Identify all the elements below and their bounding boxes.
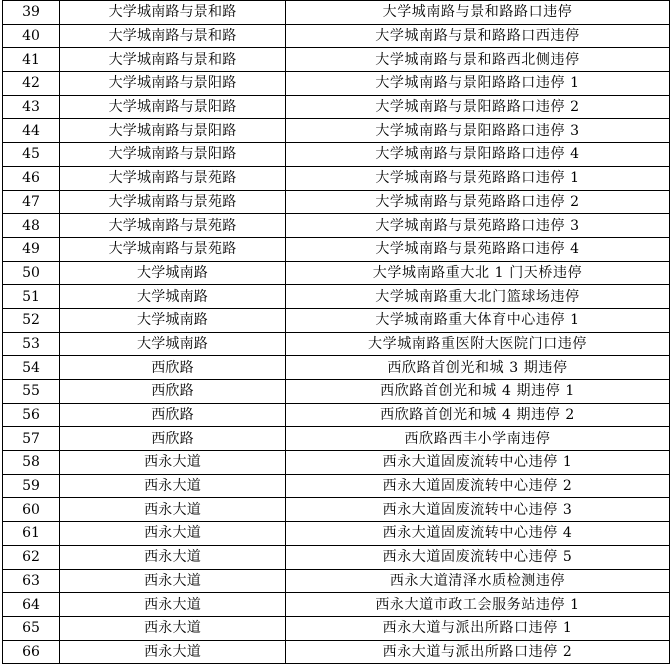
table-row xyxy=(3,143,670,167)
road-name-cell: 大学城南路 xyxy=(60,261,286,285)
row-number-cell: 51 xyxy=(3,285,60,309)
location-cell: 西永大道清泽水质检测违停 xyxy=(286,569,670,593)
road-name-cell: 西永大道 xyxy=(60,616,286,640)
row-number-cell: 46 xyxy=(3,166,60,190)
location-cell: 西永大道与派出所路口违停 2 xyxy=(286,640,670,664)
table-row xyxy=(3,356,670,380)
location-cell: 大学城南路重大体育中心违停 1 xyxy=(286,308,670,332)
location-cell: 西永大道市政工会服务站违停 1 xyxy=(286,593,670,617)
road-name-cell: 大学城南路与景阳路 xyxy=(60,72,286,96)
road-name-cell: 西永大道 xyxy=(60,498,286,522)
row-number-cell: 40 xyxy=(3,24,60,48)
road-name-cell: 西永大道 xyxy=(60,569,286,593)
row-number-cell: 45 xyxy=(3,143,60,167)
table-row xyxy=(3,522,670,546)
table-row xyxy=(3,308,670,332)
location-cell: 西永大道固废流转中心违停 5 xyxy=(286,545,670,569)
table-row xyxy=(3,403,670,427)
location-cell: 西永大道与派出所路口违停 1 xyxy=(286,616,670,640)
location-cell: 西永大道固废流转中心违停 2 xyxy=(286,474,670,498)
row-number-cell: 47 xyxy=(3,190,60,214)
location-cell: 大学城南路与景和路路口西违停 xyxy=(286,24,670,48)
table-row xyxy=(3,451,670,475)
location-cell: 大学城南路重医附大医院门口违停 xyxy=(286,332,670,356)
location-cell: 大学城南路与景阳路路口违停 3 xyxy=(286,119,670,143)
road-name-cell: 西永大道 xyxy=(60,522,286,546)
table-row xyxy=(3,214,670,238)
road-name-cell: 西欣路 xyxy=(60,356,286,380)
location-cell: 西欣路首创光和城 4 期违停 1 xyxy=(286,380,670,404)
road-name-cell: 大学城南路与景和路 xyxy=(60,24,286,48)
road-name-cell: 大学城南路与景苑路 xyxy=(60,214,286,238)
road-name-cell: 大学城南路与景和路 xyxy=(60,1,286,25)
table-row xyxy=(3,640,670,664)
location-cell: 大学城南路重大北 1 门天桥违停 xyxy=(286,261,670,285)
row-number-cell: 56 xyxy=(3,403,60,427)
row-number-cell: 52 xyxy=(3,308,60,332)
road-name-cell: 大学城南路 xyxy=(60,285,286,309)
location-cell: 大学城南路与景苑路路口违停 3 xyxy=(286,214,670,238)
table-row xyxy=(3,474,670,498)
row-number-cell: 48 xyxy=(3,214,60,238)
table-row xyxy=(3,95,670,119)
table-row xyxy=(3,593,670,617)
location-cell: 大学城南路与景阳路路口违停 4 xyxy=(286,143,670,167)
row-number-cell: 61 xyxy=(3,522,60,546)
location-cell: 大学城南路与景阳路路口违停 1 xyxy=(286,72,670,96)
row-number-cell: 44 xyxy=(3,119,60,143)
road-name-cell: 大学城南路与景苑路 xyxy=(60,166,286,190)
road-name-cell: 大学城南路 xyxy=(60,332,286,356)
row-number-cell: 64 xyxy=(3,593,60,617)
row-number-cell: 58 xyxy=(3,451,60,475)
location-cell: 大学城南路与景阳路路口违停 2 xyxy=(286,95,670,119)
location-cell: 西欣路首创光和城 4 期违停 2 xyxy=(286,403,670,427)
table-row xyxy=(3,119,670,143)
location-cell: 大学城南路与景和路路口违停 xyxy=(286,1,670,25)
road-name-cell: 西欣路 xyxy=(60,403,286,427)
road-name-cell: 西永大道 xyxy=(60,545,286,569)
row-number-cell: 43 xyxy=(3,95,60,119)
location-cell: 西欣路西丰小学南违停 xyxy=(286,427,670,451)
row-number-cell: 39 xyxy=(3,1,60,25)
table-row xyxy=(3,380,670,404)
table-row xyxy=(3,569,670,593)
road-name-cell: 大学城南路与景和路 xyxy=(60,48,286,72)
row-number-cell: 55 xyxy=(3,380,60,404)
row-number-cell: 54 xyxy=(3,356,60,380)
table-row xyxy=(3,1,670,25)
table-row xyxy=(3,285,670,309)
violation-locations-table xyxy=(2,0,670,664)
row-number-cell: 50 xyxy=(3,261,60,285)
table-row xyxy=(3,190,670,214)
row-number-cell: 41 xyxy=(3,48,60,72)
row-number-cell: 62 xyxy=(3,545,60,569)
row-number-cell: 65 xyxy=(3,616,60,640)
row-number-cell: 53 xyxy=(3,332,60,356)
table-row xyxy=(3,261,670,285)
location-cell: 大学城南路与景和路西北侧违停 xyxy=(286,48,670,72)
location-cell: 西永大道固废流转中心违停 4 xyxy=(286,522,670,546)
location-cell: 西欣路首创光和城 3 期违停 xyxy=(286,356,670,380)
row-number-cell: 42 xyxy=(3,72,60,96)
location-cell: 西永大道固废流转中心违停 3 xyxy=(286,498,670,522)
road-name-cell: 大学城南路与景阳路 xyxy=(60,119,286,143)
row-number-cell: 60 xyxy=(3,498,60,522)
row-number-cell: 66 xyxy=(3,640,60,664)
road-name-cell: 西永大道 xyxy=(60,451,286,475)
road-name-cell: 西欣路 xyxy=(60,427,286,451)
table-row xyxy=(3,498,670,522)
table-row xyxy=(3,48,670,72)
location-cell: 大学城南路与景苑路路口违停 1 xyxy=(286,166,670,190)
table-row xyxy=(3,72,670,96)
road-name-cell: 大学城南路与景苑路 xyxy=(60,237,286,261)
table-row xyxy=(3,545,670,569)
road-name-cell: 大学城南路与景苑路 xyxy=(60,190,286,214)
road-name-cell: 大学城南路与景阳路 xyxy=(60,95,286,119)
table-row xyxy=(3,24,670,48)
table-row xyxy=(3,616,670,640)
location-cell: 大学城南路与景苑路路口违停 2 xyxy=(286,190,670,214)
table-body xyxy=(3,1,670,664)
location-cell: 西永大道固废流转中心违停 1 xyxy=(286,451,670,475)
row-number-cell: 59 xyxy=(3,474,60,498)
location-cell: 大学城南路与景苑路路口违停 4 xyxy=(286,237,670,261)
table-row xyxy=(3,166,670,190)
table-row xyxy=(3,427,670,451)
row-number-cell: 63 xyxy=(3,569,60,593)
row-number-cell: 49 xyxy=(3,237,60,261)
location-cell: 大学城南路重大北门篮球场违停 xyxy=(286,285,670,309)
row-number-cell: 57 xyxy=(3,427,60,451)
road-name-cell: 西永大道 xyxy=(60,593,286,617)
road-name-cell: 西欣路 xyxy=(60,380,286,404)
road-name-cell: 大学城南路与景阳路 xyxy=(60,143,286,167)
table-row xyxy=(3,237,670,261)
road-name-cell: 大学城南路 xyxy=(60,308,286,332)
table-row xyxy=(3,332,670,356)
road-name-cell: 西永大道 xyxy=(60,474,286,498)
road-name-cell: 西永大道 xyxy=(60,640,286,664)
